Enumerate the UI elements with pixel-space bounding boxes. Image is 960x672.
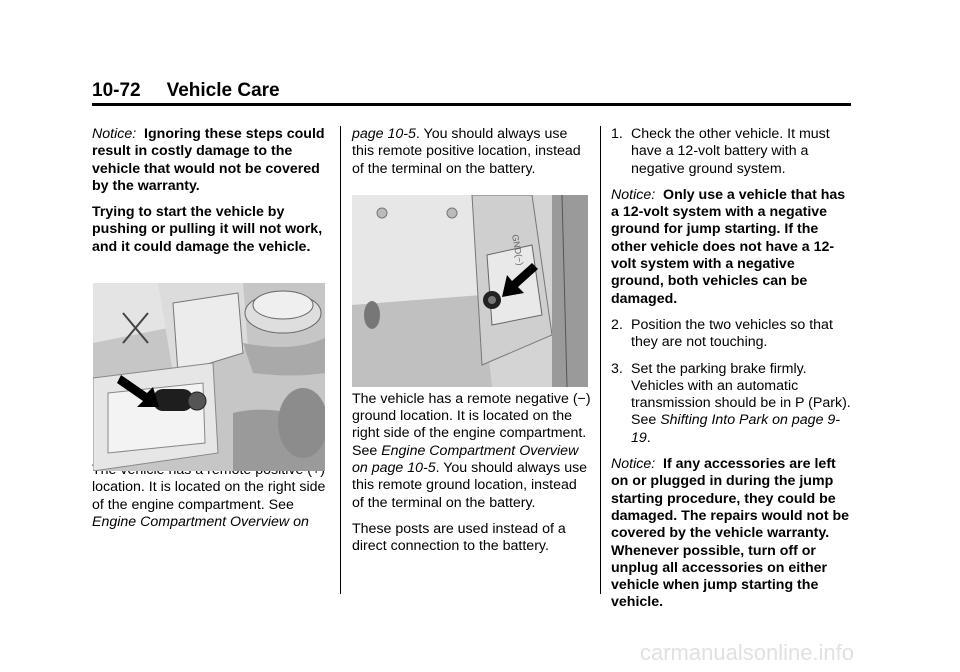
step-text — [631, 361, 851, 447]
posts-paragraph: These posts are used instead of a direct connection to the battery. — [352, 520, 566, 555]
ground-label: GND(−) — [510, 233, 526, 267]
step-text: Position the two vehicles so that they are not touching. — [631, 316, 833, 351]
warning-paragraph: Trying to start the vehicle by pushing or pulling it will not work, and it could damage the vehicle. — [92, 204, 323, 255]
caption-text: The vehicle has a remote negative (−) ground location. It is located on the right side of the engine compartment. See — [352, 390, 591, 459]
column-divider — [600, 126, 601, 594]
page-number: 10-72 — [92, 80, 141, 101]
step-number: 1. — [611, 126, 623, 142]
notice-text: Only use a vehicle that has a 12-volt system with a negative ground for jump starting. If the other vehicle does not have a 12-volt system with a negative ground, both vehicles can be damaged. — [611, 186, 846, 307]
page-header — [92, 80, 280, 102]
step-text-part: Set the parking brake firmly. Vehicles with an automatic transmission should be in P (Park). See — [631, 360, 851, 429]
step-number: 2. — [611, 316, 623, 333]
step-item — [611, 317, 851, 352]
notice-label: Notice: — [611, 456, 656, 473]
section-title: Vehicle Care — [166, 80, 280, 101]
header-rule — [92, 103, 851, 106]
notice-paragraph — [611, 456, 851, 612]
cross-reference: Engine Compartment Overview on — [92, 513, 309, 530]
notice-label: Notice: — [611, 186, 656, 203]
notice-label: Notice: — [92, 126, 137, 142]
cross-reference: Engine Compartment Overview on page 10-5 — [352, 442, 579, 477]
cross-reference: Shifting Into Park on page 9-19 — [631, 412, 841, 446]
caption-text: . You should always use this remote ground location, instead of the terminal on the battery. — [352, 460, 588, 511]
notice-text: If any accessories are left on or plugged in during the jump starting procedure, they could be damaged. The repairs would not be covered by the vehicle warranty. Whenever possible, turn off or unplug all accessories on either vehicle when jump starting the vehicle. — [611, 456, 850, 611]
caption-text: . You should always use this remote positive location, instead of the terminal on the battery. — [352, 126, 581, 177]
column-3 — [611, 126, 851, 621]
step-item — [611, 361, 851, 447]
step-item — [611, 126, 851, 178]
notice-paragraph — [92, 126, 330, 195]
column-divider — [340, 126, 341, 594]
remote-negative-figure — [352, 195, 588, 387]
remote-positive-figure — [93, 283, 325, 471]
notice-text: Ignoring these steps could result in costly damage to the vehicle that would not be covered by the warranty. — [92, 126, 325, 194]
cross-reference: page 10-5 — [352, 126, 416, 142]
step-text: Check the other vehicle. It must have a 12-volt battery with a negative ground system. — [631, 126, 830, 177]
positive-caption-continued — [352, 126, 592, 178]
positive-caption — [92, 462, 330, 531]
negative-caption — [352, 391, 592, 512]
watermark: carmanualsonline.info — [640, 640, 855, 665]
notice-paragraph — [611, 187, 851, 308]
step-number: 3. — [611, 360, 623, 377]
step-text-part: . — [646, 429, 651, 446]
caption-text: location. It is located on the right side of the engine compartment. See — [92, 479, 326, 513]
